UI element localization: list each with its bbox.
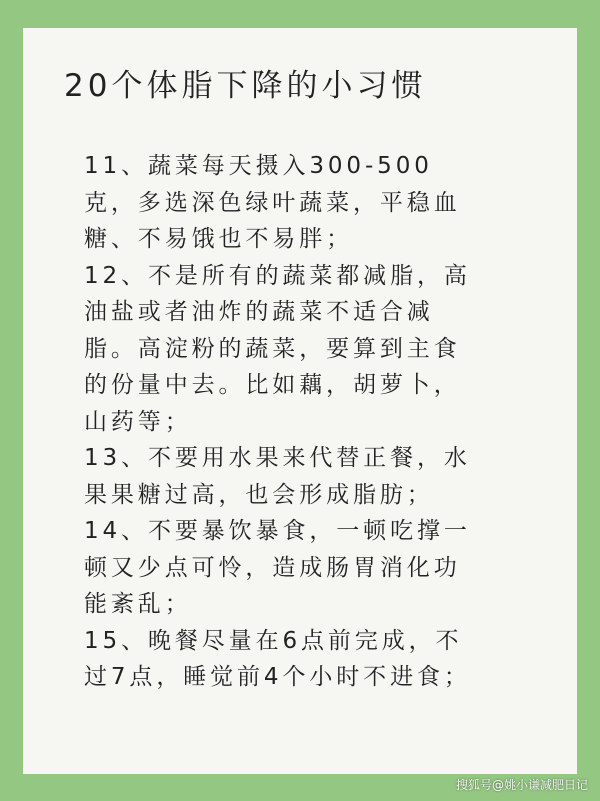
text-line: 13、不要用水果来代替正餐，水 (84, 445, 471, 471)
text-line: 油盐或者油炸的蔬菜不适合减 (84, 299, 434, 325)
text-line: 14、不要暴饮暴食，一顿吃撑一 (84, 518, 471, 544)
tips-text (84, 148, 554, 696)
text-line: 糖、不易饿也不易胖； (84, 226, 353, 252)
page-title: 20个体脂下降的小习惯 (64, 68, 427, 104)
text-line: 脂。高淀粉的蔬菜，要算到主食 (84, 335, 461, 362)
text-line: 能紊乱； (84, 591, 192, 617)
text-line: 11、蔬菜每天摄入300-500 (84, 153, 433, 179)
text-line: 过7点，睡觉前4个小时不进食； (84, 664, 471, 690)
text-line: 果果糖过高，也会形成脂肪； (84, 481, 434, 508)
watermark: 搜狐号@姚小谦减肥日记 (455, 778, 588, 792)
text-line: 15、晚餐尽量在6点前完成，不 (84, 627, 463, 654)
text-line: 克，多选深色绿叶蔬菜，平稳血 (84, 189, 461, 216)
text-line: 顿又少点可怜，造成肠胃消化功 (84, 554, 461, 581)
text-line: 12、不是所有的蔬菜都减脂，高 (84, 262, 471, 289)
text-line: 山药等； (84, 408, 192, 435)
text-line: 的份量中去。比如藕，胡萝卜， (84, 372, 461, 398)
